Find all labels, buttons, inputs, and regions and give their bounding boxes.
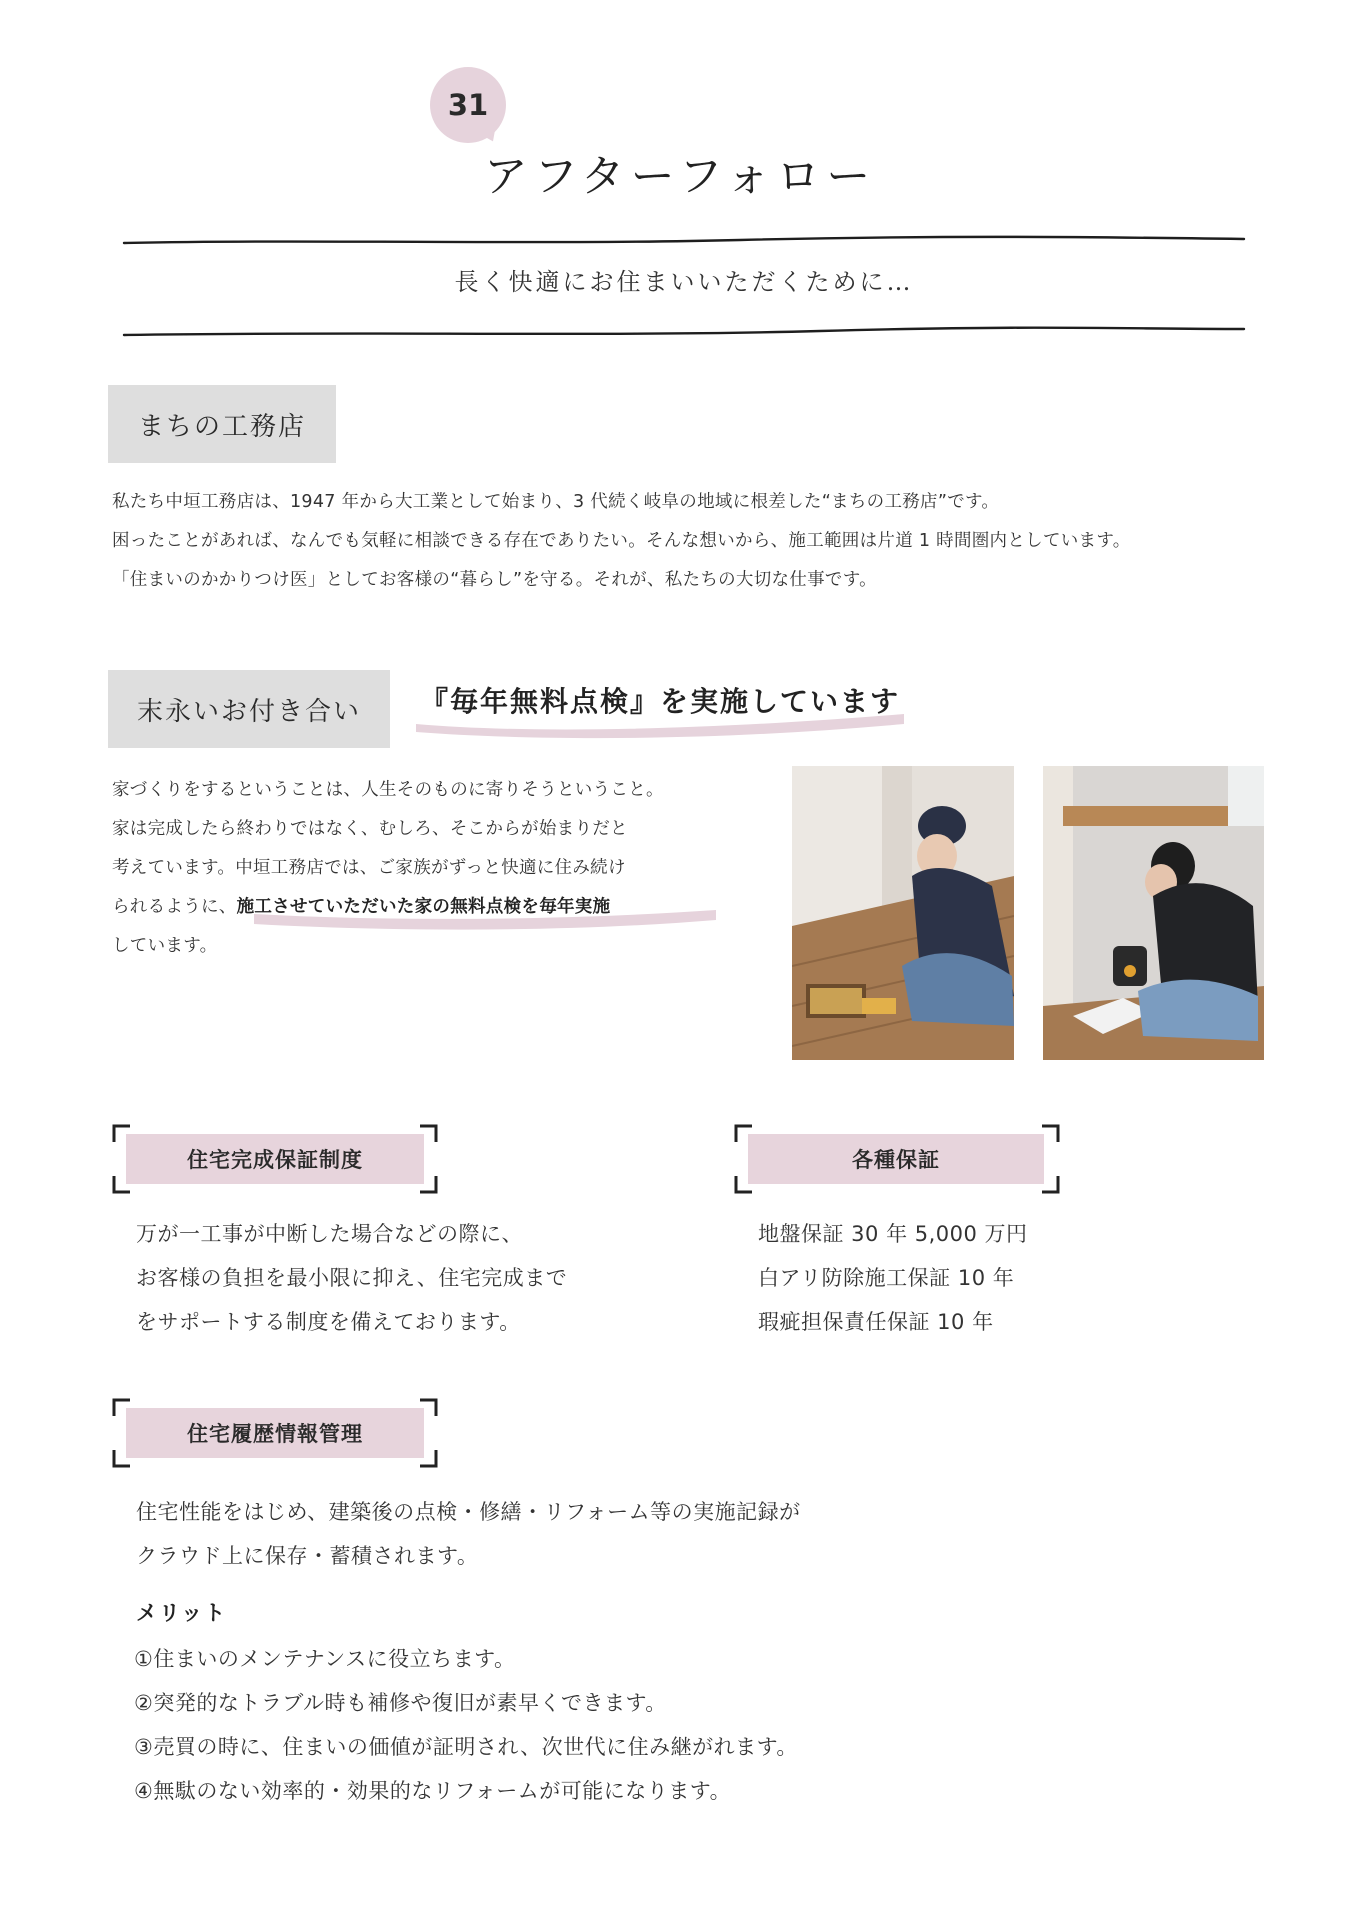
history-line: 住宅性能をはじめ、建築後の点検・修繕・リフォーム等の実施記録が [136, 1500, 801, 1524]
warranty-line: 万が一工事が中断した場合などの際に、 [136, 1222, 523, 1246]
warranty-line: お客様の負担を最小限に抑え、住宅完成まで [136, 1266, 568, 1290]
page-title: アフターフォロー [483, 151, 877, 202]
warranty-line: をサポートする制度を備えております。 [136, 1310, 521, 1334]
inspection-photo-1 [792, 766, 1014, 1060]
history-text [136, 1490, 996, 1578]
relationship-line-prefix: られるように、 [112, 897, 237, 917]
page-subtitle: 長く快適にお住まいいただくために… [454, 268, 914, 296]
relationship-line: しています。 [112, 936, 218, 956]
local-builder-line: 「住まいのかかりつけ医」としてお客様の“暮らし”を守る。それが、私たちの大切な仕事です。 [112, 570, 877, 590]
merit-item: ③売買の時に、住まいの価値が証明され、次世代に住み継がれます。 [134, 1735, 798, 1759]
page-number-badge: 31 [430, 67, 506, 143]
relationship-text [112, 771, 742, 966]
relationship-line [112, 888, 742, 927]
guarantee-item: 瑕疵担保責任保証 10 年 [758, 1310, 994, 1334]
section-tag-relationship: 末永いお付き合い [108, 670, 390, 748]
local-builder-line: 困ったことがあれば、なんでも気軽に相談できる存在でありたい。そんな想いから、施工範囲は片道 1 時間圏内としています。 [112, 531, 1131, 551]
guarantee-list [758, 1212, 1158, 1344]
completion-warranty-text [136, 1212, 696, 1344]
guarantee-item: 白アリ防除施工保証 10 年 [758, 1266, 1015, 1290]
section-tag-local-builder: まちの工務店 [108, 385, 336, 463]
guarantees-label: 各種保証 [748, 1134, 1044, 1184]
relationship-line: 家づくりをするということは、人生そのものに寄りそうということ。 [112, 780, 664, 800]
relationship-line: 考えています。中垣工務店では、ご家族がずっと快適に住み続け [112, 858, 626, 878]
merit-title: メリット [136, 1601, 228, 1625]
completion-warranty-label: 住宅完成保証制度 [126, 1134, 424, 1184]
inspection-photo-2 [1043, 766, 1264, 1060]
merit-list [134, 1637, 1134, 1813]
merit-item: ①住まいのメンテナンスに役立ちます。 [134, 1647, 516, 1671]
guarantee-item: 地盤保証 30 年 5,000 万円 [758, 1222, 1028, 1246]
history-label: 住宅履歴情報管理 [126, 1408, 424, 1458]
free-inspection-headline: 『毎年無料点検』を実施しています [420, 685, 901, 718]
local-builder-text [112, 483, 1292, 600]
merit-item: ④無駄のない効率的・効果的なリフォームが可能になります。 [134, 1779, 732, 1803]
highlighted-phrase: 施工させていただいた家の無料点検を毎年実施 [236, 897, 611, 917]
history-line: クラウド上に保存・蓄積されます。 [136, 1544, 479, 1568]
local-builder-line: 私たち中垣工務店は、1947 年から大工業として始まり、3 代続く岐阜の地域に根差した“まちの工務店”です。 [112, 492, 1000, 512]
relationship-line: 家は完成したら終わりではなく、むしろ、そこからが始まりだと [112, 819, 628, 839]
merit-item: ②突発的なトラブル時も補修や復旧が素早くできます。 [134, 1691, 667, 1715]
